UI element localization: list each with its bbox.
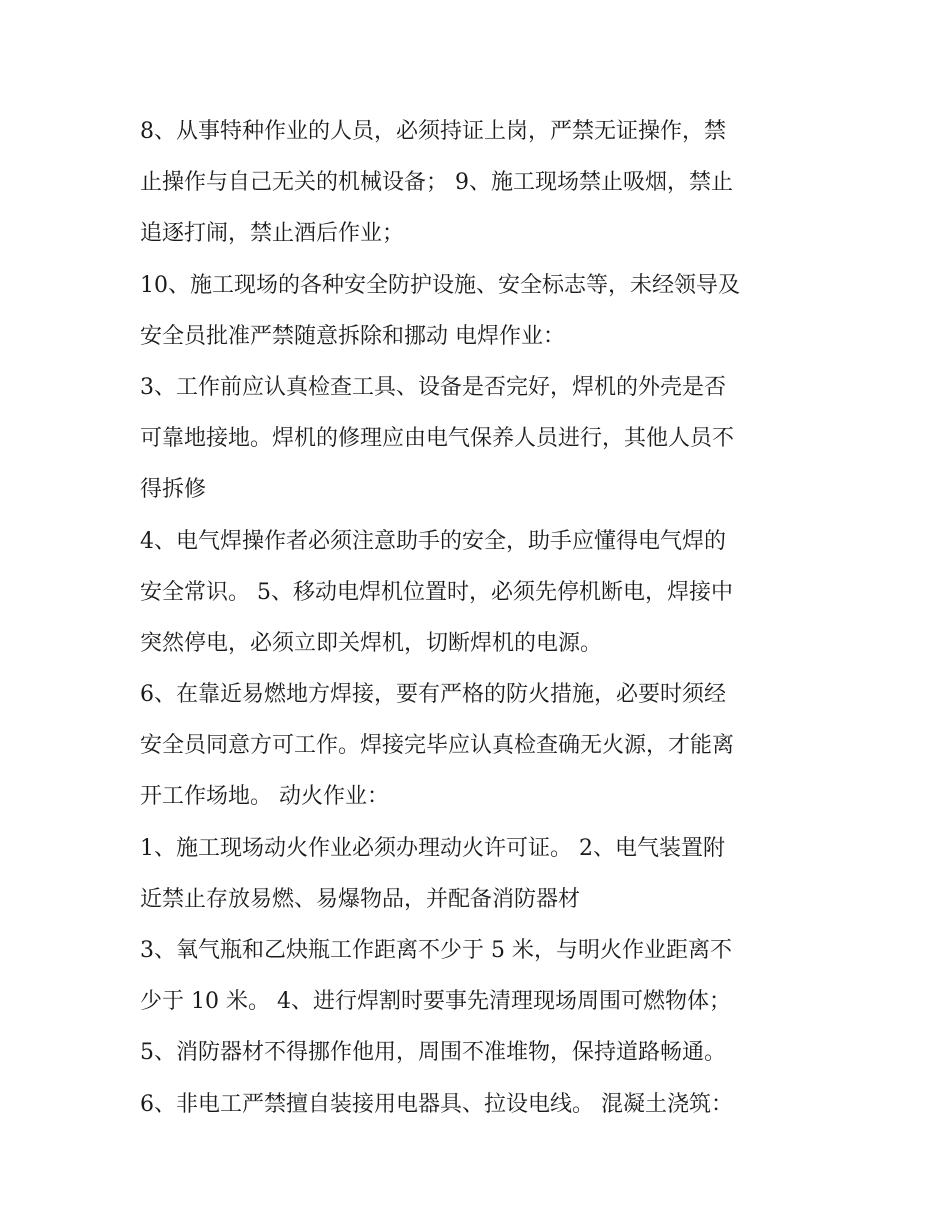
text-line: 少于 10 米。 4、进行焊割时要事先清理现场周围可燃物体；	[140, 989, 731, 1015]
text-line: 5、消防器材不得挪作他用，周围不准堆物，保持道路畅通。	[140, 1040, 726, 1066]
text-line: 止操作与自己无关的机械设备； 9、施工现场禁止吸烟，禁止	[140, 170, 733, 196]
text-line: 8、从事特种作业的人员，必须持证上岗，严禁无证操作，禁	[140, 119, 726, 144]
text-line: 10、施工现场的各种安全防护设施、安全标志等，未经领导及	[140, 272, 740, 298]
text-line: 安全员同意方可工作。焊接完毕应认真检查确无火源，才能离	[140, 733, 735, 759]
text-line: 3、工作前应认真检查工具、设备是否完好，焊机的外壳是否	[140, 374, 726, 400]
text-line: 4、电气焊操作者必须注意助手的安全，助手应懂得电气焊的	[140, 528, 726, 554]
text-line: 追逐打闹，禁止酒后作业；	[140, 221, 405, 247]
text-line: 6、在靠近易燃地方焊接，要有严格的防火措施，必要时须经	[140, 682, 726, 708]
text-line: 开工作场地。 动火作业：	[140, 784, 389, 810]
text-line: 得拆修	[140, 477, 207, 503]
document-body	[140, 106, 820, 1130]
text-line: 6、非电工严禁擅自装接用电器具、拉设电线。 混凝土浇筑：	[140, 1091, 733, 1117]
text-line: 安全常识。 5、移动电焊机位置时，必须先停机断电，焊接中	[140, 579, 733, 605]
text-line: 安全员批准严禁随意拆除和挪动 电焊作业：	[140, 323, 565, 349]
text-line: 1、施工现场动火作业必须办理动火许可证。 2、电气装置附	[140, 835, 725, 861]
text-line: 突然停电，必须立即关焊机，切断焊机的电源。	[140, 630, 603, 656]
text-line: 近禁止存放易燃、易爆物品，并配备消防器材	[140, 886, 581, 912]
text-line: 3、氧气瓶和乙炔瓶工作距离不少于 5 米，与明火作业距离不	[140, 938, 732, 963]
text-line: 可靠地接地。焊机的修理应由电气保养人员进行，其他人员不	[140, 426, 735, 452]
